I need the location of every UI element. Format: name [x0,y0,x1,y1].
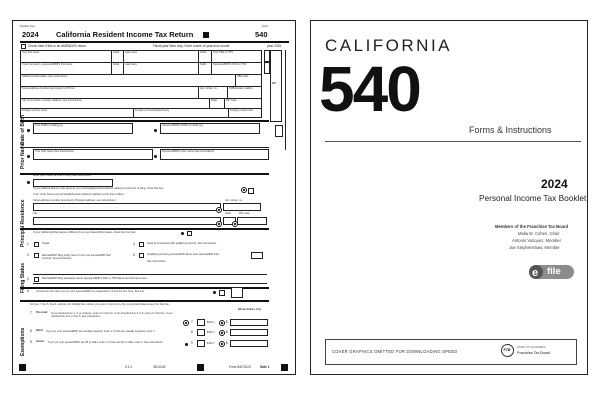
cover-booklet-title: Personal Income Tax Booklet [479,193,587,203]
taxable-year-label: Taxable Year [20,25,35,28]
filing-hoh-label: Head of household (with qualifying person). See instructions. [147,242,217,245]
amended-checkbox[interactable] [21,44,26,49]
blind-count-field[interactable] [197,329,205,336]
fiscal-year-suffix: year 2025. [267,44,283,48]
blind-exemption-text: If you (or your spouse/RDP) are visually impaired, enter 1; if both are visually impaired, enter 2. [46,330,156,333]
footer-form: Form 540 2024 [229,365,251,369]
line6-label: If someone can claim you (or your spouse/RDP) as a dependent, check the box here. See inst. [36,290,145,293]
registration-mark [203,32,209,38]
residence-city-label: City [33,212,38,215]
residence-street-label: Street address (number and street) (If foreign address, see instructions.) [33,199,117,202]
residence-apt-label: Apt. no/ste. no. [225,199,243,202]
residence-city-field[interactable] [33,217,221,225]
residence-apt-field[interactable] [223,203,261,211]
blind-amount-field[interactable] [230,329,268,336]
cover-subtitle: Forms & Instructions [469,125,552,135]
first-name-field[interactable] [22,56,110,61]
enter-below-label: If not, enter below your principal/physical residence address at the time of filing. [33,193,125,196]
apt-label: Apt. no/ste. no. [200,87,218,90]
same-address-label: If your address above is the same as your principal/physical residence address at the time of filing, check this box. [33,187,164,190]
spouse-suffix-label: Suffix [200,63,207,66]
fiscal-label: Fiscal year filers only: Enter month of year end: month [153,44,230,48]
foreign-country-label: Foreign country name [22,109,48,112]
personal-count-field[interactable] [197,319,205,326]
footer-corner-mark-mid [197,364,204,371]
residence-street-field[interactable] [33,203,221,211]
booklet-cover-page [310,20,588,375]
whole-dollars-label: Whole dollars only [238,308,262,311]
city-label: City (If you have a foreign address, see instructions) [22,99,82,102]
ftb-state-label: STATE OF CALIFORNIA [517,346,546,349]
filing-qss-checkbox[interactable] [139,253,144,258]
board-member-1: Malia M. Cohen, Chair [518,231,560,236]
residence-state-label: State [225,212,232,215]
efile-logo [530,265,574,279]
filing-single-label: Single [42,242,50,245]
cover-note: COVER GRAPHICS OMITTED FOR DOWNLOADING SPEED [332,349,458,354]
spouse-last-name-label: Last name [125,63,138,66]
rp-box [270,50,282,122]
county-label: Enter your county at time of filing (see instructions) [33,174,92,177]
board-member-2: Antonio Vazquez, Member [512,238,562,243]
svg-text:e: e [532,267,539,279]
first-name-label: Your first name [22,51,40,54]
filing-separate-checkbox[interactable] [34,277,39,282]
filing-hoh-checkbox[interactable] [139,242,144,247]
board-heading: Members of the Franchise Tax Board [495,224,569,229]
filing-single-checkbox[interactable] [34,242,39,247]
spouse-ssn-label: Spouse's/RDP's SSN or ITIN [213,63,247,66]
board-member-3: Joe Stephenshaw, Member [509,245,560,250]
senior-amount-field[interactable] [230,340,268,347]
filing-joint-label: Married/RDP filing jointly (even if only one spouse/RDP had income). See instructions. [42,254,111,261]
county-field[interactable] [33,179,113,187]
additional-info-label: Additional information (see instructions) [22,75,68,78]
pba-code-label: PBA code [237,75,249,78]
rp-label: RP [272,81,277,85]
same-address-checkbox[interactable] [248,188,254,194]
footer-side: Side 1 [260,365,270,369]
form-number: 540 [255,30,268,39]
cover-form-number: 540 [319,53,420,125]
footer-corner-mark-right [281,364,288,371]
ftb-name: Franchise Tax Board [517,351,550,355]
dob-section-label: Date of Birth [20,115,26,145]
efile-swirl-icon [527,263,545,281]
form-year: 2024 [22,30,39,39]
suffix-label: Suffix [200,51,207,54]
dependent-checkbox[interactable] [219,290,225,296]
filing-joint-checkbox[interactable] [34,253,39,258]
filing-separate-label: Married/RDP filing separately. Enter spouse's/RDP's SSN or ITIN above and full name here. [42,277,148,280]
senior-count-field[interactable] [197,340,205,347]
cover-state: CALIFORNIA [325,36,453,55]
senior-exemption-text: If you (or your spouse/RDP) are 65 or older, enter 1; if both are 65 or older, enter 2. See instructions. [48,341,164,344]
footer-corner-mark-left [19,364,26,371]
form-label: Form [262,25,269,28]
filing-intro: If your California filing status is different from your federal filing status, check the box here [33,231,136,234]
last-name-label: Last name [125,51,138,54]
personal-amount-field[interactable] [230,319,268,326]
spouse-first-name-label: If joint tax return, spouse's/RDP's first name [22,63,73,66]
filing-qss-label: Qualifying surviving spouse/RDP. Enter year spouse/RDP died. [147,253,220,256]
efile-text: file [547,266,561,277]
principal-residence-section-label: Principal Residence [20,199,26,247]
ssn-label: Your SSN or ITIN [213,51,233,54]
form-title: California Resident Income Tax Return [56,30,194,39]
foreign-postal-label: Foreign postal code [230,109,253,112]
residence-zip-field[interactable] [237,217,267,225]
exemptions-intro: For line 7, line 8, line 9, and line 10: Multiply the number you enter in the box by the pre-printed dollar amount for that line. [30,303,170,306]
residence-zip-label: ZIP code [239,212,250,215]
qss-year-field[interactable] [251,252,263,259]
filing-status-section-label: Filing Status [20,263,26,293]
foreign-province-label: Foreign province/state/county [135,109,170,112]
footer-mid: 3 3 1 [125,365,133,369]
amended-label: Check here if this is an AMENDED return. [28,44,87,48]
cover-year: 2024 [541,177,568,191]
spouse-initial-label: Initial [113,63,120,66]
ftb-seal-icon: FTB [501,344,514,357]
pmb-label: PMB/private mailbox [229,87,253,90]
zip-label: ZIP code [226,99,237,102]
personal-exemption-text: If you checked box 1, 3, or 4 above, enter 1 in the box. If you checked box 2 or 5, enter 2 in the box. If you checked the box on line 6, see instructions. [51,312,173,319]
street-address-label: Street address (number and street) or PO box [22,87,75,90]
initial-label: Initial [113,51,120,54]
barcode-number: 3101243 [153,365,166,369]
form-540-page: Taxable Year Form 2024 California Resident Income Tax Return 540 Check here if this is an AMENDED return. Fiscal year filers only: Enter month of year end: month year 2025. Your first name Initial Last name Suffix Your SSN or ITIN If joint tax return, spouse's/RDP's first name Initial Last name Suffix Spouse's/RDP's SSN or ITIN Additional information (see instructions) PBA code Street address (number and street) or PO box Apt. no/ste. no. PMB/private mailbox City (If you have a foreign address, see instructions) State ZIP code Foreign country name Foreign province/state/county Foreign postal code RP Date of Birth Your DOB (mm/dd/yyyy) Spouse's/RDP's DOB (mm/dd/yyyy) Prior Name Your prior name (see instructions) Spouse's/RDP's prior name (see instructions) Principal Residence Enter your county at time of filing (see instructions) If your address above is the same as your principal/physical residence address at the time of filing, check this box. If not, enter below your principal/physical residence address at the time of filing. Street address (number and street) (If foreign address, see instructions.) Apt. no/ste. no. City State ZIP code Filing Status If your California filing status is different from your federal filing status, check the box here 1 Single 4 Head of household (with qualifying person). See instructions. 2 Married/RDP filing jointly (even if only one spouse/RDP had income). See instructions. 5 Qualifying surviving spouse/RDP. Enter year spouse/RDP died. See instructions. 3 Married/RDP filing separately. Enter spouse's/RDP's SSN or ITIN above and full name here. 6 If someone can claim you (or your spouse/RDP) as a dependent, check the box here. See inst. Exemptions For line 7, line 8, line 9, and line 10: Multiply the number you enter in the box by the pre-printed dollar amount for that line. Whole dollars only 7 Personal: If you checked box 1, 3, or 4 above, enter 1 in the box. If you checked box 2 or 5, enter 2 in the box. If you checked the box on line 6, see instructions. 7 $149 = $ 8 Blind: If you (or your spouse/RDP) are visually impaired, enter 1; if both are visually impaired, enter 2. 8 $149 = $ 9 Senior: If you (or your spouse/RDP) are 65 or older, enter 1; if both are 65 or older, enter 2. See instructions. 9 $149 = $ 3 3 1 3101243 Form 540 2024 Side 1 [12,20,296,375]
filing-different-checkbox[interactable] [187,231,192,236]
state-label: State [211,99,218,102]
prior-name-section-label: Prior Name [20,142,26,169]
exemptions-section-label: Exemptions [20,327,26,356]
